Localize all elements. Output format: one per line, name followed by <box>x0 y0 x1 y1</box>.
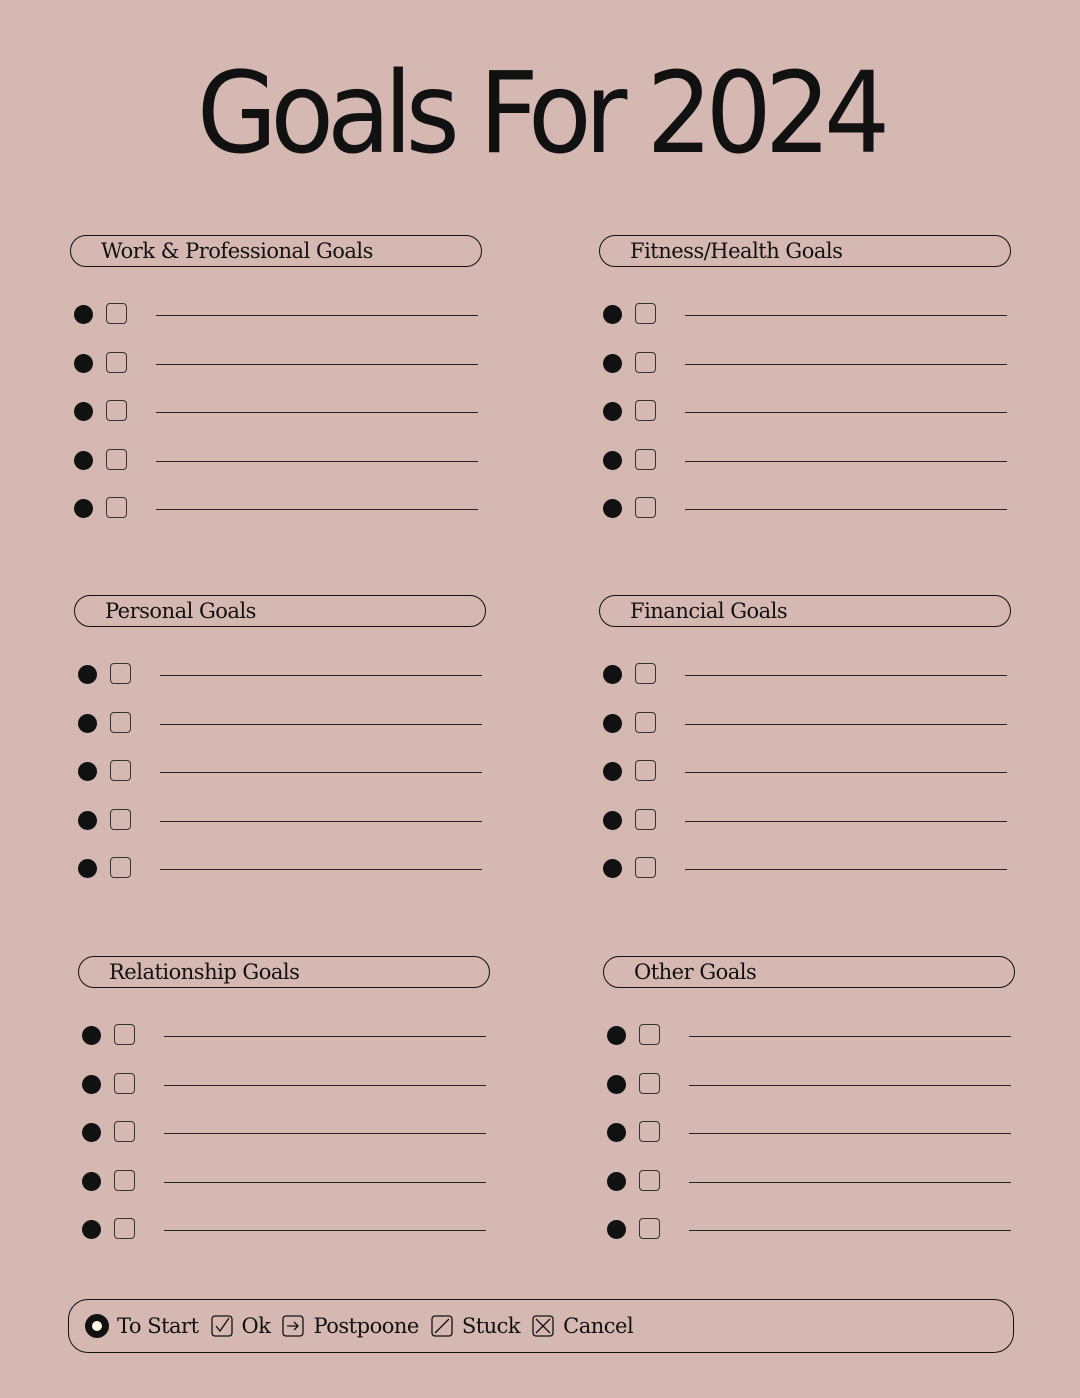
bullet-icon <box>607 1075 626 1094</box>
goal-list <box>603 1026 1015 1269</box>
bullet-icon <box>82 1075 101 1094</box>
legend-label: Cancel <box>563 1314 634 1338</box>
goal-row <box>603 1172 1015 1221</box>
bullet-icon <box>74 402 93 421</box>
goal-write-line[interactable] <box>689 1230 1011 1231</box>
goal-write-line[interactable] <box>160 821 482 822</box>
bullet-icon <box>74 451 93 470</box>
legend-label: Postpoone <box>313 1314 419 1338</box>
section-header: Relationship Goals <box>78 956 490 988</box>
goal-write-line[interactable] <box>156 364 478 365</box>
goal-write-line[interactable] <box>160 724 482 725</box>
bullet-icon <box>82 1172 101 1191</box>
goal-checkbox[interactable] <box>639 1170 660 1191</box>
goal-list <box>70 305 482 548</box>
goal-checkbox[interactable] <box>635 857 656 878</box>
goal-write-line[interactable] <box>685 315 1007 316</box>
goal-checkbox[interactable] <box>639 1024 660 1045</box>
bullet-icon <box>82 1123 101 1142</box>
legend-label: Stuck <box>461 1314 521 1338</box>
checked-box-icon <box>211 1315 233 1337</box>
goal-write-line[interactable] <box>685 461 1007 462</box>
goal-row <box>599 451 1011 500</box>
section-header: Financial Goals <box>599 595 1011 627</box>
goal-checkbox[interactable] <box>106 400 127 421</box>
goal-row <box>78 1075 490 1124</box>
goal-checkbox[interactable] <box>114 1121 135 1142</box>
goal-list <box>78 1026 490 1269</box>
goal-write-line[interactable] <box>689 1182 1011 1183</box>
goal-checkbox[interactable] <box>110 760 131 781</box>
goal-checkbox[interactable] <box>635 760 656 781</box>
x-box-icon <box>532 1315 554 1337</box>
goal-checkbox[interactable] <box>639 1218 660 1239</box>
goal-write-line[interactable] <box>685 821 1007 822</box>
goal-checkbox[interactable] <box>106 449 127 470</box>
section-header: Fitness/Health Goals <box>599 235 1011 267</box>
goal-write-line[interactable] <box>689 1133 1011 1134</box>
bullet-icon <box>74 305 93 324</box>
goal-row <box>70 305 482 354</box>
goal-row <box>78 1026 490 1075</box>
section-other <box>603 956 1015 1269</box>
bullet-icon <box>607 1123 626 1142</box>
goal-write-line[interactable] <box>685 772 1007 773</box>
goal-row <box>599 665 1011 714</box>
bullet-icon <box>603 714 622 733</box>
bullet-icon <box>607 1026 626 1045</box>
legend-label: To Start <box>117 1314 199 1338</box>
section-relationship <box>78 956 490 1269</box>
goal-row <box>74 859 486 908</box>
goal-write-line[interactable] <box>160 869 482 870</box>
goal-row <box>78 1172 490 1221</box>
goal-checkbox[interactable] <box>635 663 656 684</box>
goal-checkbox[interactable] <box>635 712 656 733</box>
goal-write-line[interactable] <box>685 724 1007 725</box>
goal-write-line[interactable] <box>156 315 478 316</box>
goal-row <box>78 1123 490 1172</box>
goal-checkbox[interactable] <box>106 352 127 373</box>
goal-checkbox[interactable] <box>110 809 131 830</box>
goal-row <box>599 714 1011 763</box>
legend-stuck <box>431 1314 520 1338</box>
goal-list <box>599 305 1011 548</box>
goal-checkbox[interactable] <box>635 303 656 324</box>
goal-checkbox[interactable] <box>110 857 131 878</box>
radio-icon <box>85 1314 109 1338</box>
goal-write-line[interactable] <box>685 412 1007 413</box>
goal-write-line[interactable] <box>156 461 478 462</box>
goal-checkbox[interactable] <box>106 497 127 518</box>
section-work-professional <box>70 235 482 548</box>
goal-write-line[interactable] <box>160 772 482 773</box>
bullet-icon <box>603 354 622 373</box>
goal-write-line[interactable] <box>164 1036 486 1037</box>
bullet-icon <box>603 402 622 421</box>
bullet-icon <box>74 354 93 373</box>
goal-write-line[interactable] <box>685 869 1007 870</box>
goal-row <box>74 762 486 811</box>
bullet-icon <box>603 665 622 684</box>
goal-row <box>74 665 486 714</box>
bullet-icon <box>603 762 622 781</box>
goal-checkbox[interactable] <box>635 400 656 421</box>
bullet-icon <box>82 1220 101 1239</box>
section-header: Personal Goals <box>74 595 486 627</box>
bullet-icon <box>78 665 97 684</box>
page-title: Goals For 2024 <box>196 47 884 179</box>
bullet-icon <box>78 811 97 830</box>
goal-checkbox[interactable] <box>639 1073 660 1094</box>
goal-write-line[interactable] <box>156 412 478 413</box>
goal-row <box>74 811 486 860</box>
bullet-icon <box>603 451 622 470</box>
goal-checkbox[interactable] <box>110 663 131 684</box>
bullet-icon <box>78 762 97 781</box>
section-fitness-health <box>599 235 1011 548</box>
section-financial <box>599 595 1011 908</box>
goal-write-line[interactable] <box>164 1230 486 1231</box>
goal-checkbox[interactable] <box>106 303 127 324</box>
goal-row <box>74 714 486 763</box>
bullet-icon <box>603 305 622 324</box>
goal-write-line[interactable] <box>156 509 478 510</box>
goal-write-line[interactable] <box>689 1085 1011 1086</box>
goal-row <box>70 354 482 403</box>
bullet-icon <box>603 811 622 830</box>
goal-write-line[interactable] <box>685 675 1007 676</box>
legend-label: Ok <box>241 1314 271 1338</box>
goal-row <box>603 1026 1015 1075</box>
bullet-icon <box>78 859 97 878</box>
section-header: Other Goals <box>603 956 1015 988</box>
legend-postpone <box>282 1314 418 1338</box>
goal-row <box>599 859 1011 908</box>
section-header: Work & Professional Goals <box>70 235 482 267</box>
goal-row <box>599 354 1011 403</box>
goal-row <box>70 451 482 500</box>
arrow-right-box-icon <box>282 1315 304 1337</box>
goal-row <box>70 499 482 548</box>
goal-checkbox[interactable] <box>639 1121 660 1142</box>
section-personal <box>74 595 486 908</box>
goal-row <box>599 762 1011 811</box>
goal-write-line[interactable] <box>164 1085 486 1086</box>
goal-write-line[interactable] <box>685 364 1007 365</box>
goal-row <box>603 1220 1015 1269</box>
goal-row <box>70 402 482 451</box>
goal-write-line[interactable] <box>685 509 1007 510</box>
legend-ok <box>211 1314 271 1338</box>
goal-checkbox[interactable] <box>114 1024 135 1045</box>
goal-row <box>599 402 1011 451</box>
goal-row <box>599 305 1011 354</box>
goal-checkbox[interactable] <box>635 449 656 470</box>
goal-row <box>599 811 1011 860</box>
goal-write-line[interactable] <box>164 1182 486 1183</box>
goal-row <box>603 1075 1015 1124</box>
legend-cancel <box>532 1314 633 1338</box>
goal-row <box>78 1220 490 1269</box>
goal-checkbox[interactable] <box>110 712 131 733</box>
bullet-icon <box>78 714 97 733</box>
goal-list <box>74 665 486 908</box>
bullet-icon <box>607 1220 626 1239</box>
bullet-icon <box>603 499 622 518</box>
goal-row <box>603 1123 1015 1172</box>
status-legend <box>68 1299 1014 1353</box>
slash-box-icon <box>431 1315 453 1337</box>
goal-checkbox[interactable] <box>114 1218 135 1239</box>
bullet-icon <box>607 1172 626 1191</box>
goal-list <box>599 665 1011 908</box>
bullet-icon <box>603 859 622 878</box>
goal-checkbox[interactable] <box>635 352 656 373</box>
goal-write-line[interactable] <box>164 1133 486 1134</box>
goal-write-line[interactable] <box>689 1036 1011 1037</box>
bullet-icon <box>74 499 93 518</box>
goal-checkbox[interactable] <box>635 809 656 830</box>
bullet-icon <box>82 1026 101 1045</box>
legend-to-start <box>85 1314 199 1338</box>
goal-checkbox[interactable] <box>635 497 656 518</box>
goal-write-line[interactable] <box>160 675 482 676</box>
goal-checkbox[interactable] <box>114 1073 135 1094</box>
goal-checkbox[interactable] <box>114 1170 135 1191</box>
goal-row <box>599 499 1011 548</box>
